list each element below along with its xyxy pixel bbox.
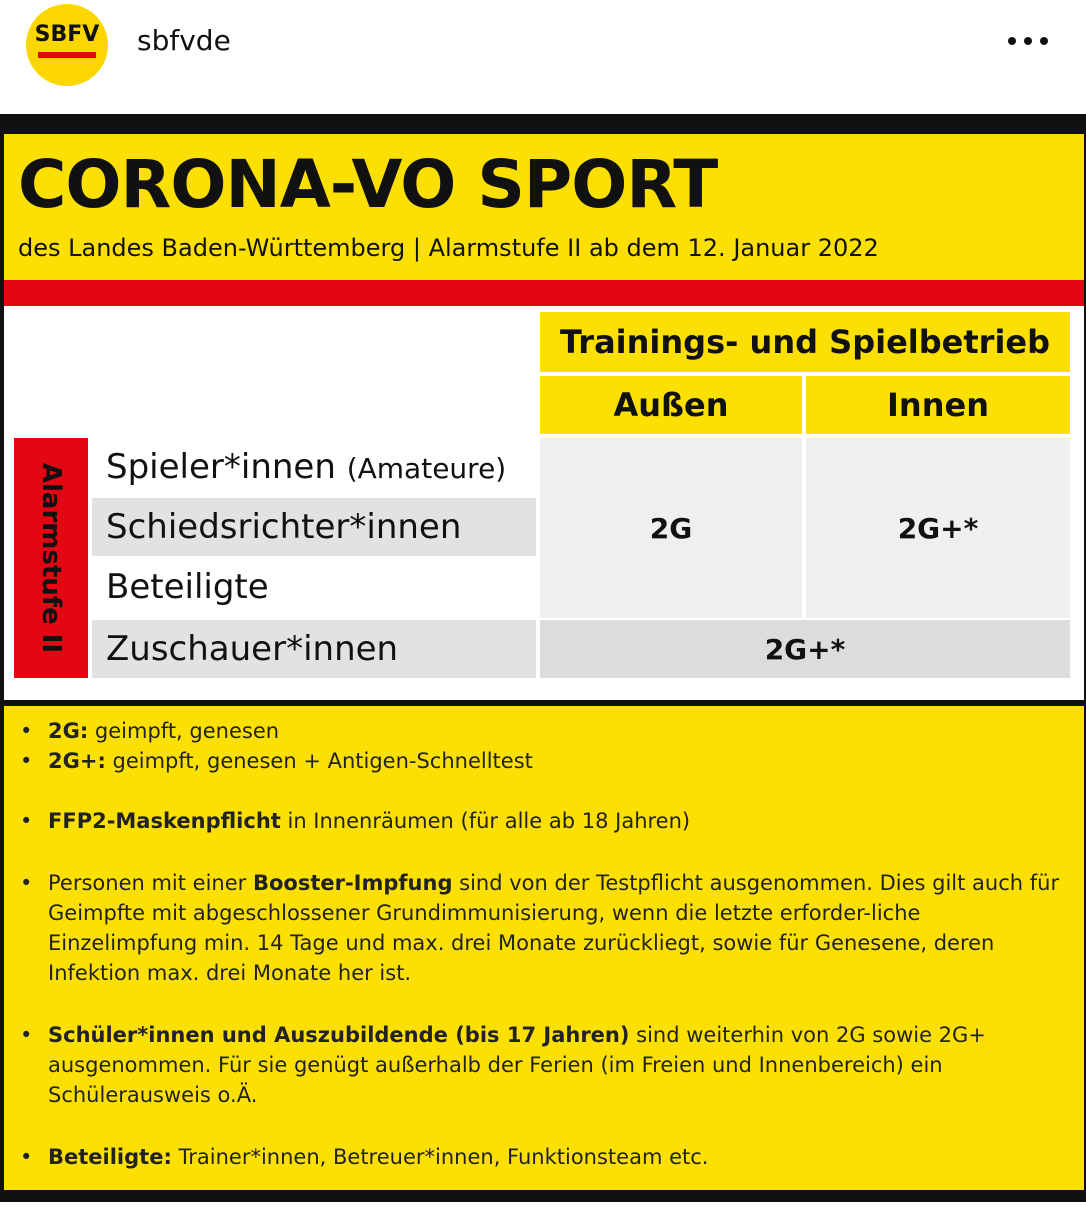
note-beteiligte: • Beteiligte: Trainer*innen, Betreuer*innen, Funktionsteam etc. xyxy=(18,1142,1068,1172)
cell-value-zuschauer: 2G+* xyxy=(540,620,1070,678)
avatar-logo-text: SBFV xyxy=(34,22,100,47)
row-label-schiedsrichter: Schiedsrichter*innen xyxy=(92,498,536,556)
post-header xyxy=(0,0,1086,92)
avatar-logo-bar xyxy=(38,52,96,58)
table-group-header: Trainings- und Spielbetrieb xyxy=(540,312,1070,372)
note-2g: • 2G: geimpft, genesen xyxy=(18,716,1068,746)
row-label-zuschauer: Zuschauer*innen xyxy=(92,620,536,678)
red-divider-stripe xyxy=(4,280,1084,306)
rules-table xyxy=(4,306,1084,698)
note-ffp2: • FFP2-Maskenpflicht in Innenräumen (für alle ab 18 Jahren) xyxy=(18,806,1068,836)
notes-section xyxy=(4,700,1084,1190)
poster-title: CORONA-VO SPORT xyxy=(18,146,718,223)
account-avatar[interactable] xyxy=(26,4,108,86)
note-schueler: • Schüler*innen und Auszubildende (bis 17 Jahren) sind weiterhin von 2G sowie 2G+ ausgenommen. Für sie genügt außerhalb der Ferien (im Freien und Innenbereich) ein Schülerausweis o.Ä. xyxy=(18,1020,1068,1110)
alarmstufe-side-label: Alarmstufe II xyxy=(36,462,67,654)
poster-content xyxy=(4,134,1084,1190)
row-label-spieler: Spieler*innen (Amateure) xyxy=(106,447,507,487)
poster-subtitle: des Landes Baden-Württemberg | Alarmstufe II ab dem 12. Januar 2022 xyxy=(18,234,879,262)
more-horizontal-icon[interactable] xyxy=(1008,34,1048,48)
poster-title-block xyxy=(4,134,1084,286)
post-image xyxy=(0,114,1086,1202)
account-username[interactable]: sbfvde xyxy=(137,24,231,57)
column-header-aussen: Außen xyxy=(540,376,802,434)
cell-value-innen: 2G+* xyxy=(806,438,1070,618)
row-label-beteiligte: Beteiligte xyxy=(106,567,269,607)
column-header-innen: Innen xyxy=(806,376,1070,434)
note-2g-plus: • 2G+: geimpft, genesen + Antigen-Schnelltest xyxy=(18,746,1068,776)
note-booster: • Personen mit einer Booster-Impfung sind von der Testpflicht ausgenommen. Dies gilt auch für Geimpfte mit abgeschlossener Grundimmunisierung, wenn die letzte erforder-liche Einzelimpfung min. 14 Tage und max. drei Monate zurückliegt, sowie für Genesene, deren Infektion max. drei Monate her ist. xyxy=(18,868,1068,988)
post-bottom-space xyxy=(0,1202,1086,1224)
cell-value-aussen: 2G xyxy=(540,438,802,618)
